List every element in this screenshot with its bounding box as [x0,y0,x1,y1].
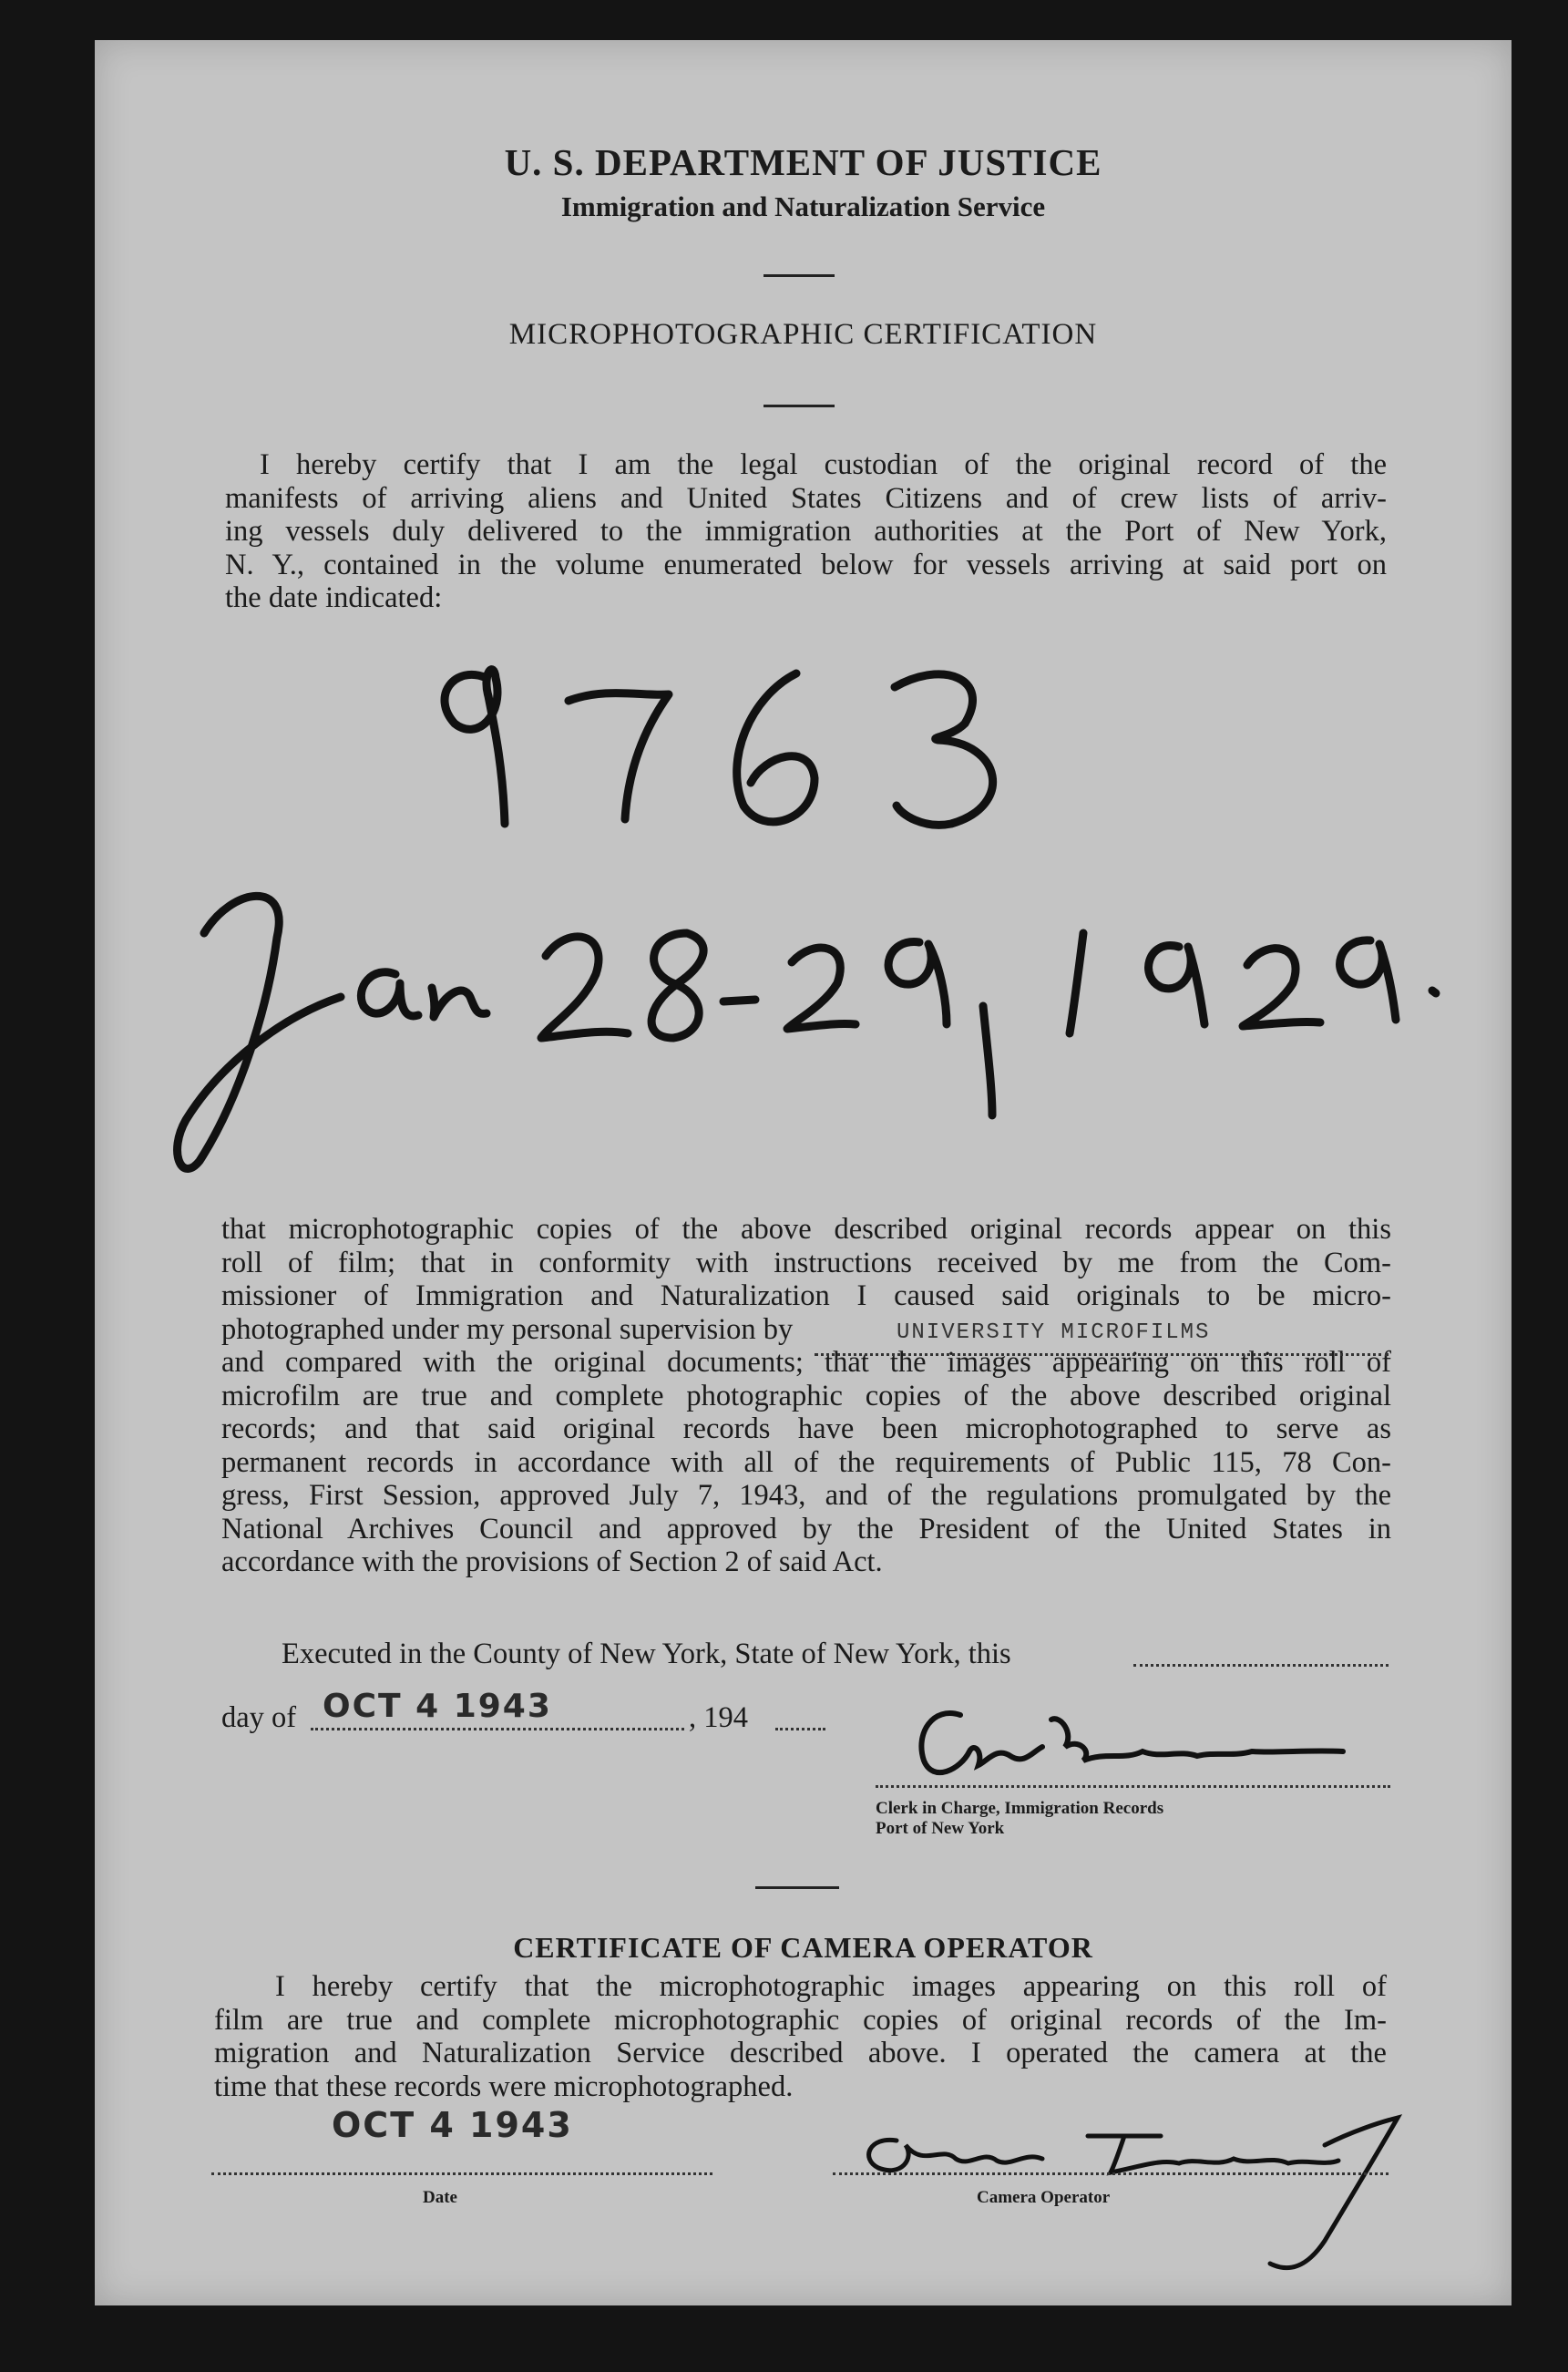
body-line: missioner of Immigration and Naturalization I caused said originals to be micro- [221,1279,1391,1312]
body-line: and compared with the original documents; that the images appearing on this roll of [221,1346,1391,1379]
divider [755,1886,839,1889]
intro-line: the date indicated: [225,581,443,614]
camera-line: time that these records were microphotographed. [214,2069,794,2103]
divider [764,274,835,277]
department-heading: U. S. DEPARTMENT OF JUSTICE [504,141,1102,183]
clerk-place: Port of New York [876,1819,1005,1838]
certification-title: MICROPHOTOGRAPHIC CERTIFICATION [508,318,1098,351]
supervision-text: photographed under my personal supervision by [221,1312,794,1346]
executed-text: Executed in the County of New York, State of New York, this [282,1638,1011,1670]
divider [764,405,835,407]
camera-paragraph [214,1970,1387,2103]
body-line: accordance with the provisions of Section 2 of said Act. [221,1545,883,1578]
operator-line [833,2172,1389,2175]
camera-date-stamp: OCT 4 1943 [332,2105,573,2145]
day-of-label: day of [221,1701,297,1734]
year-label: , 194 [689,1701,748,1734]
service-heading: Immigration and Naturalization Service [560,190,1046,222]
body-line: permanent records in accordance with all of the requirements of Public 115, 78 Con- [221,1445,1391,1479]
intro-line: ing vessels duly delivered to the immigration authorities at the Port of New York, [225,515,1387,548]
date-stamp: OCT 4 1943 [323,1688,552,1725]
typed-firm-name: UNIVERSITY MICROFILMS [897,1320,1211,1345]
body-line: roll of film; that in conformity with instructions received by me from the Com- [221,1246,1391,1279]
year-blank [775,1728,825,1730]
intro-line: manifests of arriving aliens and United States Citizens and of crew lists of arriv- [225,481,1387,515]
clerk-signature [897,1697,1407,1797]
intro-paragraph [225,448,1387,615]
body-line: National Archives Council and approved by the President of the United States in [221,1512,1391,1545]
date-line [211,2172,712,2175]
handwritten-entry [95,623,1512,1188]
camera-line: migration and Naturalization Service described above. I operated the camera at the [214,2037,1387,2069]
camera-heading: CERTIFICATE OF CAMERA OPERATOR [513,1931,1093,1964]
operator-signature [815,2095,1434,2277]
date-label: Date [423,2188,457,2207]
clerk-title: Clerk in Charge, Immigration Records [876,1799,1164,1818]
clerk-signature-line [876,1785,1390,1788]
body-line: gress, First Session, approved July 7, 1943, and of the regulations promulgated by the [221,1479,1391,1512]
intro-line: N. Y., contained in the volume enumerated below for vessels arriving at said port on [225,548,1387,581]
intro-line: I hereby certify that I am the legal custodian of the original record of the [260,448,1387,481]
camera-line: I hereby certify that the microphotographic images appearing on this roll of [275,1970,1387,2003]
body-line: microfilm are true and complete photographic copies of the above described original [221,1379,1391,1412]
executed-blank [1133,1664,1389,1667]
body-paragraph [221,1213,1391,1579]
camera-line: film are true and complete microphotographic copies of original records of the Im- [214,2003,1387,2037]
supervisor-line [815,1353,1389,1356]
body-line-supervision [221,1313,1391,1347]
body-line: records; and that said original records have been microphotographed to serve as [221,1412,1391,1445]
operator-label: Camera Operator [977,2188,1111,2207]
body-line: that microphotographic copies of the above described original records appear on this [221,1213,1391,1246]
day-blank [311,1728,684,1730]
certificate-sheet [95,40,1512,2305]
